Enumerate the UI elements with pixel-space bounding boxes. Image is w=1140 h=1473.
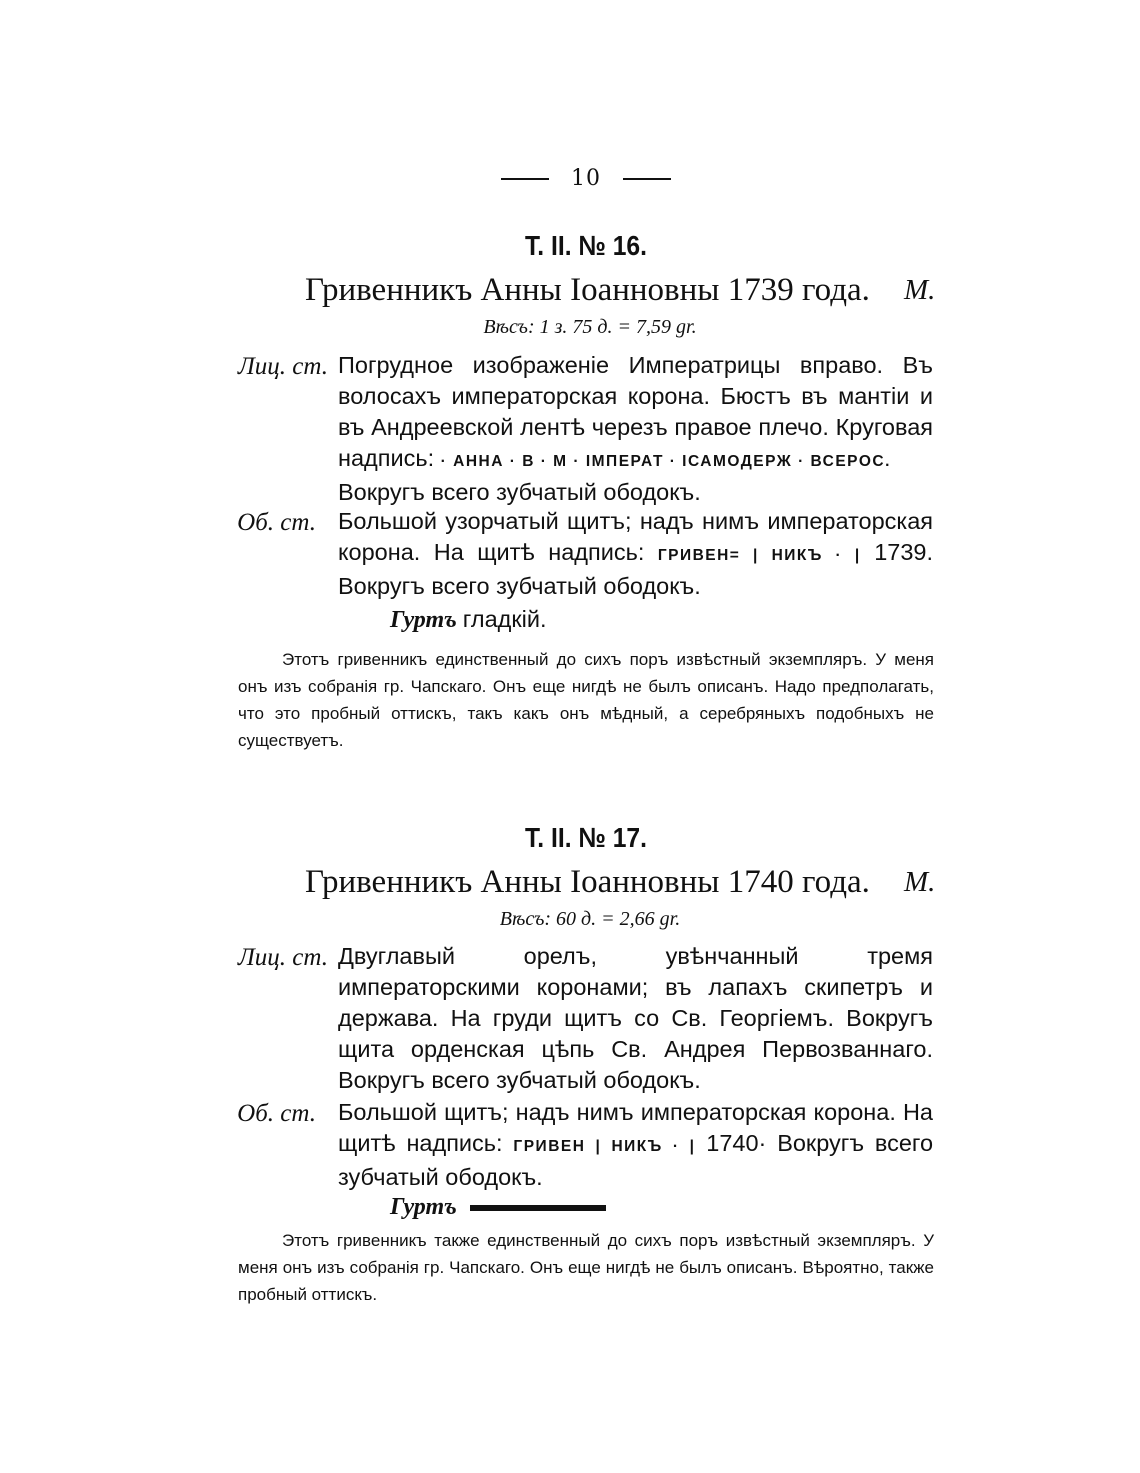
edge-description-17	[390, 1193, 463, 1221]
obverse-inscription-16: · АННА · В · М · ІМПЕРАТ · ІСАМОДЕРЖ · ВСЕРОС.	[440, 453, 891, 470]
reverse-inscription-17: ГРИВЕН | НИКЪ · |	[513, 1138, 696, 1155]
metal-mark-16: М.	[904, 274, 936, 306]
page-number-dash-right	[623, 178, 671, 180]
edge-label-17: Гуртъ	[390, 1194, 457, 1220]
obverse-description-16: Погрудное изображеніе Императрицы вправо. Въ волосахъ императорская корона. Бюстъ въ мантіи и въ Андреевской лентѣ черезъ правое плечо. Круговая надпись: · АННА · В · М · ІМПЕРАТ · ІСАМОДЕРЖ · ВСЕРОС. Вокругъ всего зубчатый ободокъ.	[338, 352, 933, 505]
coin-title-text: Гривенникъ Анны Іоанновны 1739 года.	[305, 272, 870, 308]
page-number: 10	[0, 166, 1140, 191]
coin-title-text: Гривенникъ Анны Іоанновны 1740 года.	[305, 864, 870, 900]
reverse-description-16: Большой узорчатый щитъ; надъ нимъ императорская корона. На щитѣ надпись: ГРИВЕН= | НИКЪ · | 1739. Вокругъ всего зубчатый ободокъ.	[338, 508, 933, 599]
reverse-inscription-16: ГРИВЕН= | НИКЪ · |	[657, 547, 861, 564]
edge-label-16: Гуртъ	[390, 607, 457, 633]
reverse-label-17: Об. ст.	[237, 1100, 316, 1127]
coin-title-17	[305, 864, 870, 901]
entry-number-16: Т. II. № 16.	[525, 230, 647, 261]
weight-line-16: Вѣсъ: 1 з. 75 д. = 7,59 gr.	[483, 316, 697, 338]
coin-title-16	[305, 272, 870, 309]
weight-line-17: Вѣсъ: 60 д. = 2,66 gr.	[499, 908, 681, 930]
reverse-description-17: Большой щитъ; надъ нимъ императорская корона. На щитѣ надпись: ГРИВЕН | НИКЪ · | 1740· Вокругъ всего зубчатый ободокъ.	[338, 1099, 934, 1190]
note-17: Этотъ гривенникъ также единственный до сихъ поръ извѣстный экземпляръ. У меня онъ изъ собранія гр. Чапскаго. Онъ еще нигдѣ не былъ описанъ. Вѣроятно, также пробный оттискъ.	[238, 1231, 934, 1304]
metal-mark-17: М.	[904, 866, 936, 898]
obverse-label-16: Лиц. ст.	[237, 353, 328, 380]
edge-description-16	[390, 606, 547, 634]
page-number-dash-left	[501, 178, 549, 180]
edge-ribbed-mark-17	[470, 1205, 606, 1211]
note-16: Этотъ гривенникъ единственный до сихъ поръ извѣстный экземпляръ. У меня онъ изъ собранія гр. Чапскаго. Онъ еще нигдѣ не былъ описанъ. Надо предполагать, что это пробный оттискъ, такъ какъ онъ мѣдный, а серебряныхъ подобныхъ не существуетъ.	[238, 650, 934, 750]
reverse-label-16: Об. ст.	[237, 509, 316, 536]
edge-value-16: гладкій.	[462, 606, 547, 632]
obverse-description-17: Двуглавый орелъ, увѣнчанный тремя императорскими коронами; въ лапахъ скипетръ и держава. На груди щитъ со Св. Георгіемъ. Вокругъ щита орденская цѣпь Св. Андрея Первозваннаго. Вокругъ всего зубчатый ободокъ.	[338, 943, 933, 1093]
entry-number-17: Т. II. № 17.	[525, 822, 647, 853]
obverse-label-17: Лиц. ст.	[237, 944, 328, 971]
